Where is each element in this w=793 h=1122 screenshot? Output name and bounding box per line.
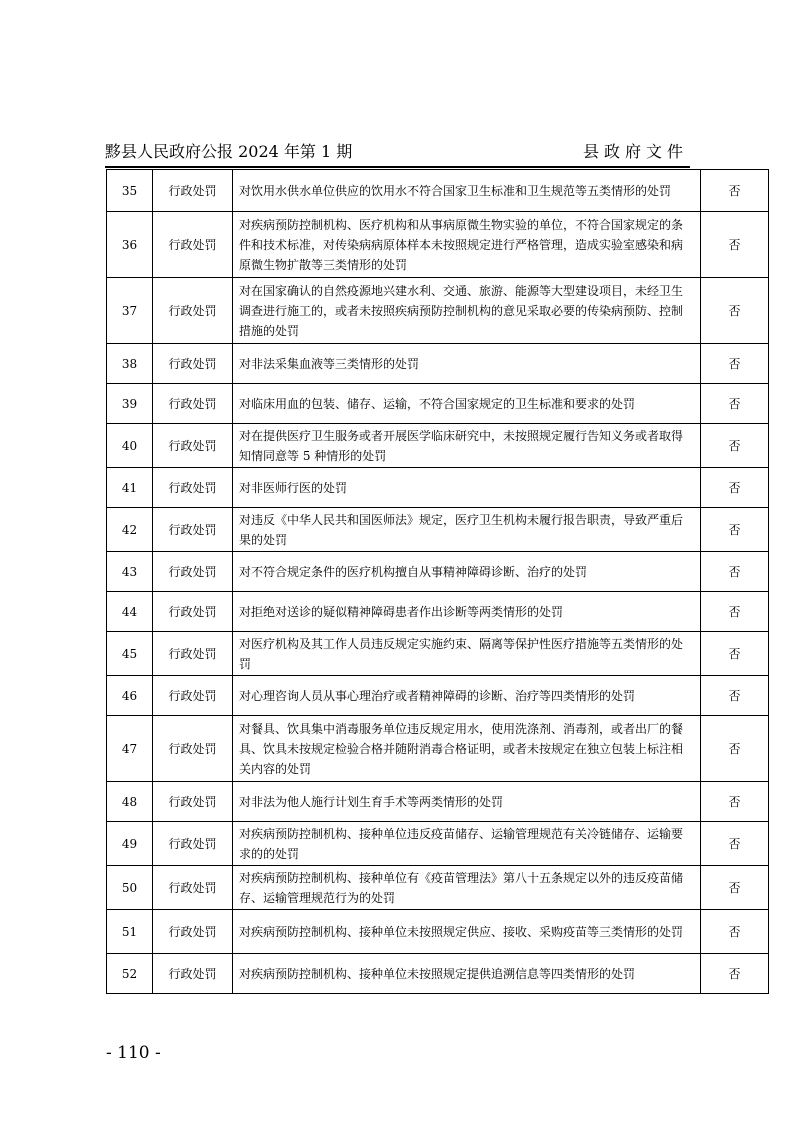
item-number: 43 xyxy=(107,552,153,592)
item-number: 51 xyxy=(107,910,153,954)
item-category: 行政处罚 xyxy=(153,592,233,632)
item-flag: 否 xyxy=(701,910,769,954)
table-row xyxy=(107,552,769,592)
item-description: 对疾病预防控制机构、接种单位未按照规定提供追溯信息等四类情形的处罚 xyxy=(233,954,701,994)
item-flag: 否 xyxy=(701,954,769,994)
item-description: 对非医师行医的处罚 xyxy=(233,468,701,508)
table-row xyxy=(107,278,769,344)
item-category: 行政处罚 xyxy=(153,170,233,212)
table-row xyxy=(107,632,769,676)
item-description: 对疾病预防控制机构、接种单位未按照规定供应、接收、采购疫苗等三类情形的处罚 xyxy=(233,910,701,954)
table-row xyxy=(107,716,769,782)
item-flag: 否 xyxy=(701,384,769,424)
item-description: 对非法采集血液等三类情形的处罚 xyxy=(233,344,701,384)
page-number: - 110 - xyxy=(106,1043,161,1063)
item-flag: 否 xyxy=(701,632,769,676)
item-number: 50 xyxy=(107,866,153,910)
item-flag: 否 xyxy=(701,424,769,468)
table-body xyxy=(107,170,769,994)
item-number: 39 xyxy=(107,384,153,424)
table-row xyxy=(107,866,769,910)
item-category: 行政处罚 xyxy=(153,552,233,592)
table-row xyxy=(107,468,769,508)
penalty-table xyxy=(106,169,769,994)
item-description: 对违反《中华人民共和国医师法》规定，医疗卫生机构未履行报告职责，导致严重后果的处罚 xyxy=(233,508,701,552)
item-description: 对拒绝对送诊的疑似精神障碍患者作出诊断等两类情形的处罚 xyxy=(233,592,701,632)
item-category: 行政处罚 xyxy=(153,212,233,278)
item-number: 44 xyxy=(107,592,153,632)
table-row xyxy=(107,954,769,994)
item-number: 48 xyxy=(107,782,153,822)
item-description: 对心理咨询人员从事心理治疗或者精神障碍的诊断、治疗等四类情形的处罚 xyxy=(233,676,701,716)
item-description: 对餐具、饮具集中消毒服务单位违反规定用水，使用洗涤剂、消毒剂，或者出厂的餐具、饮具未按规定检验合格并随附消毒合格证明，或者未按规定在独立包装上标注相关内容的处罚 xyxy=(233,716,701,782)
item-flag: 否 xyxy=(701,170,769,212)
item-flag: 否 xyxy=(701,552,769,592)
item-flag: 否 xyxy=(701,344,769,384)
item-number: 47 xyxy=(107,716,153,782)
item-number: 36 xyxy=(107,212,153,278)
item-flag: 否 xyxy=(701,782,769,822)
item-description: 对在国家确认的自然疫源地兴建水利、交通、旅游、能源等大型建设项目，未经卫生调查进行施工的，或者未按照疾病预防控制机构的意见采取必要的传染病预防、控制措施的处罚 xyxy=(233,278,701,344)
item-description: 对非法为他人施行计划生育手术等两类情形的处罚 xyxy=(233,782,701,822)
item-category: 行政处罚 xyxy=(153,676,233,716)
item-category: 行政处罚 xyxy=(153,632,233,676)
item-category: 行政处罚 xyxy=(153,384,233,424)
table-row xyxy=(107,384,769,424)
item-number: 37 xyxy=(107,278,153,344)
item-description: 对疾病预防控制机构、医疗机构和从事病原微生物实验的单位，不符合国家规定的条件和技术标准，对传染病病原体样本未按照规定进行严格管理，造成实验室感染和病原微生物扩散等三类情形的处罚 xyxy=(233,212,701,278)
item-number: 35 xyxy=(107,170,153,212)
item-flag: 否 xyxy=(701,592,769,632)
item-number: 49 xyxy=(107,822,153,866)
item-description: 对疾病预防控制机构、接种单位违反疫苗储存、运输管理规范有关冷链储存、运输要求的的处罚 xyxy=(233,822,701,866)
item-description: 对临床用血的包装、储存、运输，不符合国家规定的卫生标准和要求的处罚 xyxy=(233,384,701,424)
table-row xyxy=(107,676,769,716)
item-number: 41 xyxy=(107,468,153,508)
table-row xyxy=(107,822,769,866)
table-row xyxy=(107,592,769,632)
item-category: 行政处罚 xyxy=(153,508,233,552)
item-category: 行政处罚 xyxy=(153,716,233,782)
item-category: 行政处罚 xyxy=(153,954,233,994)
table-row xyxy=(107,508,769,552)
item-description: 对饮用水供水单位供应的饮用水不符合国家卫生标准和卫生规范等五类情形的处罚 xyxy=(233,170,701,212)
table-row xyxy=(107,344,769,384)
item-category: 行政处罚 xyxy=(153,782,233,822)
bulletin-title: 黟县人民政府公报 2024 年第 1 期 xyxy=(105,142,353,161)
item-flag: 否 xyxy=(701,212,769,278)
item-description: 对在提供医疗卫生服务或者开展医学临床研究中，未按照规定履行告知义务或者取得知情同意等 5 种情形的处罚 xyxy=(233,424,701,468)
item-flag: 否 xyxy=(701,278,769,344)
item-number: 46 xyxy=(107,676,153,716)
item-flag: 否 xyxy=(701,822,769,866)
item-flag: 否 xyxy=(701,716,769,782)
item-number: 38 xyxy=(107,344,153,384)
item-number: 52 xyxy=(107,954,153,994)
table-row xyxy=(107,170,769,212)
item-category: 行政处罚 xyxy=(153,468,233,508)
item-category: 行政处罚 xyxy=(153,866,233,910)
item-description: 对不符合规定条件的医疗机构擅自从事精神障碍诊断、治疗的处罚 xyxy=(233,552,701,592)
item-flag: 否 xyxy=(701,508,769,552)
table-row xyxy=(107,212,769,278)
item-category: 行政处罚 xyxy=(153,910,233,954)
item-category: 行政处罚 xyxy=(153,344,233,384)
item-category: 行政处罚 xyxy=(153,278,233,344)
item-number: 40 xyxy=(107,424,153,468)
table-row xyxy=(107,782,769,822)
item-category: 行政处罚 xyxy=(153,424,233,468)
item-description: 对医疗机构及其工作人员违反规定实施约束、隔离等保护性医疗措施等五类情形的处罚 xyxy=(233,632,701,676)
item-number: 42 xyxy=(107,508,153,552)
table-row xyxy=(107,910,769,954)
item-flag: 否 xyxy=(701,676,769,716)
item-flag: 否 xyxy=(701,468,769,508)
section-title: 县政府文件 xyxy=(582,142,688,161)
page-header xyxy=(105,140,690,168)
item-flag: 否 xyxy=(701,866,769,910)
table-row xyxy=(107,424,769,468)
item-description: 对疾病预防控制机构、接种单位有《疫苗管理法》第八十五条规定以外的违反疫苗储存、运输管理规范行为的处罚 xyxy=(233,866,701,910)
item-category: 行政处罚 xyxy=(153,822,233,866)
item-number: 45 xyxy=(107,632,153,676)
